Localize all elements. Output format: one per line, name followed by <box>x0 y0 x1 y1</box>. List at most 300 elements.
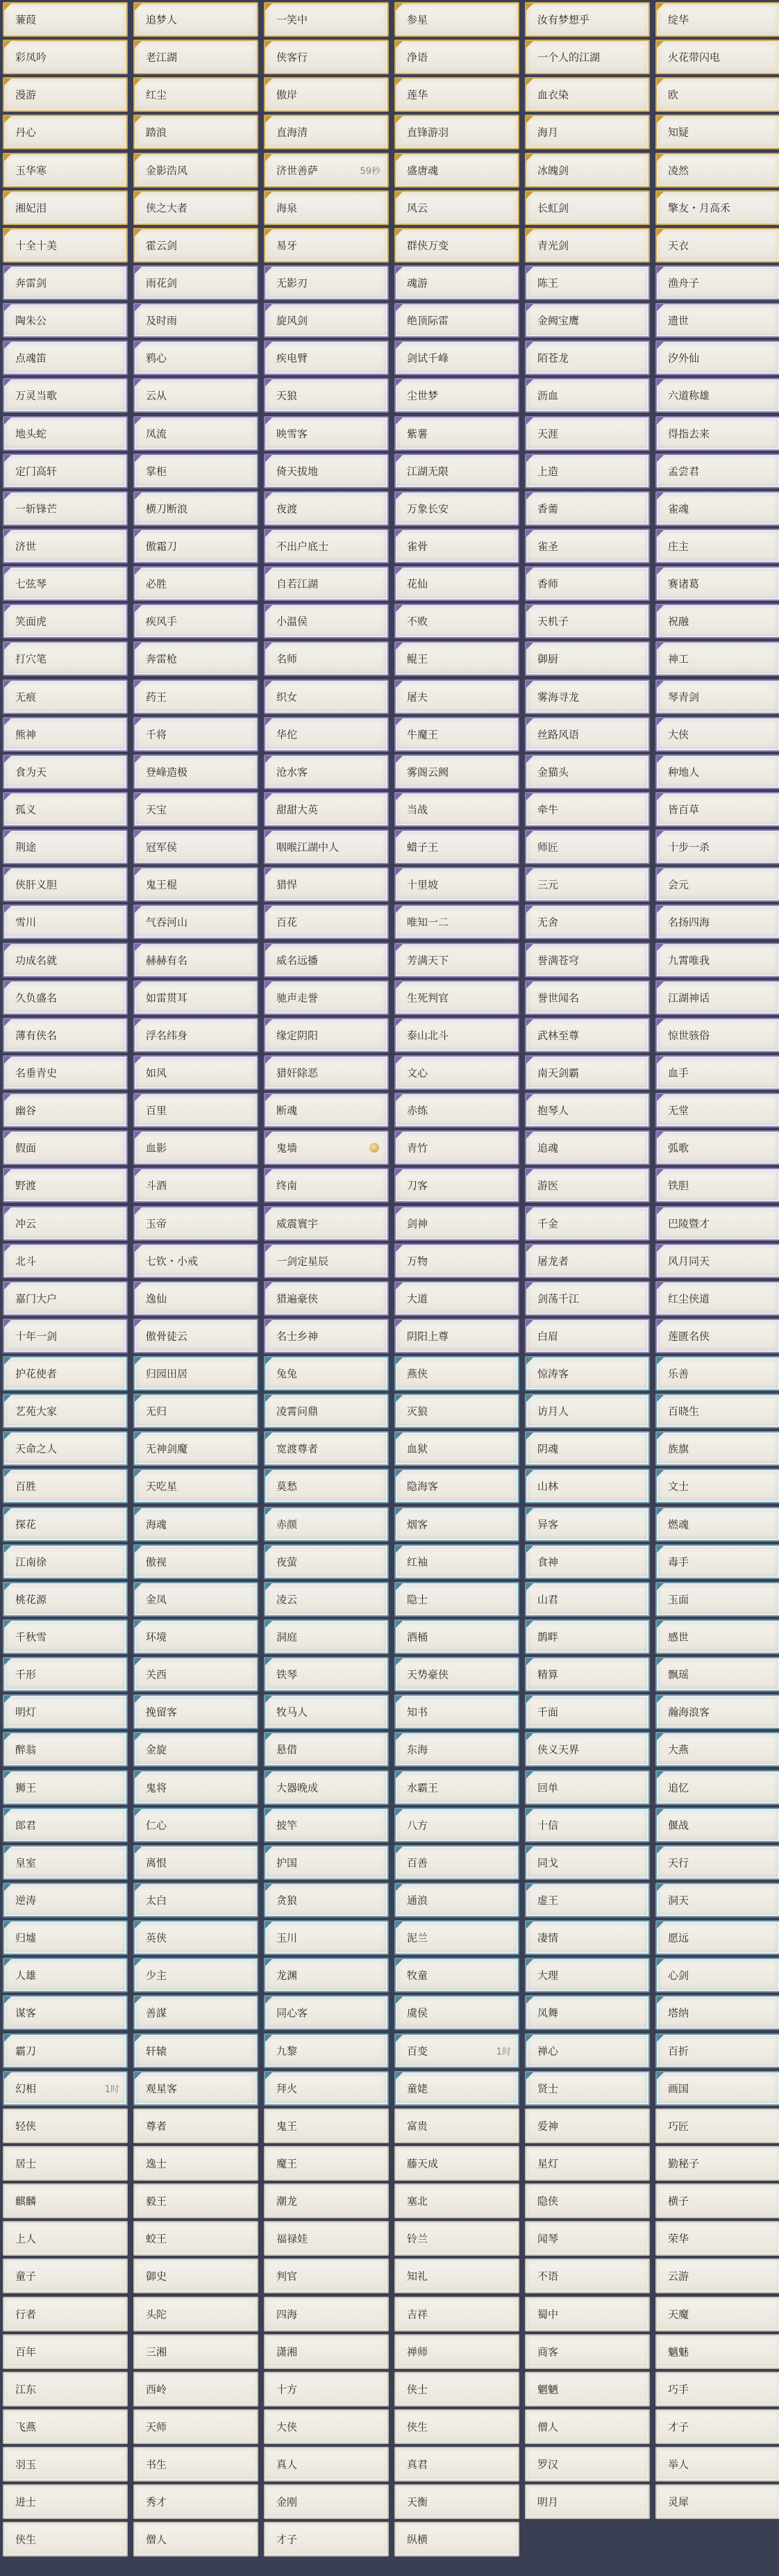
title-cell[interactable] <box>264 1958 389 1992</box>
title-cell[interactable] <box>394 1281 519 1316</box>
title-cell[interactable] <box>133 1770 258 1805</box>
title-cell[interactable] <box>3 1206 128 1241</box>
title-cell[interactable] <box>394 2372 519 2406</box>
title-cell[interactable] <box>525 1770 650 1805</box>
title-cell[interactable] <box>264 265 389 300</box>
title-cell[interactable] <box>394 228 519 263</box>
title-cell[interactable] <box>394 1657 519 1692</box>
title-cell[interactable] <box>525 1920 650 1955</box>
title-cell[interactable] <box>655 1657 779 1692</box>
title-cell[interactable] <box>525 829 650 864</box>
title-cell[interactable] <box>394 2297 519 2331</box>
title-cell[interactable] <box>394 1883 519 1917</box>
title-cell[interactable] <box>133 1619 258 1654</box>
title-cell[interactable] <box>525 1582 650 1617</box>
title-cell[interactable] <box>394 2334 519 2369</box>
title-cell[interactable] <box>133 529 258 563</box>
title-cell[interactable] <box>394 1431 519 1466</box>
title-cell[interactable] <box>655 1093 779 1128</box>
title-cell[interactable] <box>264 77 389 112</box>
title-cell[interactable] <box>525 1394 650 1428</box>
title-cell[interactable] <box>525 1093 650 1128</box>
title-cell[interactable] <box>264 190 389 225</box>
title-cell[interactable] <box>264 1995 389 2030</box>
title-cell[interactable] <box>525 980 650 1015</box>
title-cell[interactable] <box>655 2108 779 2143</box>
title-cell[interactable] <box>264 1657 389 1692</box>
title-cell[interactable] <box>264 2522 389 2557</box>
title-cell[interactable] <box>394 40 519 74</box>
title-cell[interactable] <box>264 491 389 526</box>
title-cell[interactable] <box>264 641 389 676</box>
title-cell[interactable] <box>655 679 779 714</box>
title-cell[interactable] <box>394 980 519 1015</box>
title-cell[interactable] <box>3 2033 128 2068</box>
title-cell[interactable] <box>133 1582 258 1617</box>
title-cell[interactable] <box>133 2334 258 2369</box>
title-cell[interactable] <box>525 2484 650 2519</box>
title-cell[interactable] <box>655 40 779 74</box>
title-cell[interactable] <box>133 416 258 451</box>
title-cell[interactable] <box>264 1845 389 1880</box>
title-cell[interactable] <box>264 2108 389 2143</box>
title-cell[interactable] <box>3 2409 128 2444</box>
title-cell[interactable] <box>655 2259 779 2293</box>
title-cell[interactable] <box>394 529 519 563</box>
title-cell[interactable] <box>133 1130 258 1165</box>
title-cell[interactable] <box>133 1808 258 1842</box>
title-cell[interactable] <box>3 303 128 338</box>
title-cell[interactable] <box>655 1958 779 1992</box>
title-cell[interactable] <box>525 566 650 601</box>
title-cell[interactable] <box>264 1883 389 1917</box>
title-cell[interactable] <box>133 2108 258 2143</box>
title-cell[interactable] <box>3 1770 128 1805</box>
title-cell[interactable] <box>525 340 650 375</box>
title-cell[interactable] <box>525 153 650 188</box>
title-cell[interactable] <box>394 1507 519 1542</box>
title-cell[interactable] <box>525 2297 650 2331</box>
title-cell[interactable] <box>133 2033 258 2068</box>
title-cell[interactable] <box>3 1319 128 1353</box>
title-cell[interactable] <box>655 303 779 338</box>
title-cell[interactable] <box>133 77 258 112</box>
title-cell[interactable] <box>3 228 128 263</box>
title-cell[interactable] <box>394 1394 519 1428</box>
title-cell[interactable] <box>655 566 779 601</box>
title-cell[interactable] <box>394 1055 519 1090</box>
title-cell[interactable] <box>525 943 650 977</box>
title-cell[interactable] <box>264 228 389 263</box>
title-cell[interactable] <box>525 1808 650 1842</box>
title-cell[interactable] <box>655 1469 779 1503</box>
title-cell[interactable] <box>3 40 128 74</box>
title-cell[interactable] <box>394 454 519 488</box>
title-cell[interactable] <box>264 604 389 638</box>
title-cell[interactable] <box>264 340 389 375</box>
title-cell[interactable] <box>264 943 389 977</box>
title-cell[interactable] <box>3 1920 128 1955</box>
title-cell[interactable] <box>525 1544 650 1579</box>
title-cell[interactable] <box>655 943 779 977</box>
title-cell[interactable] <box>394 1018 519 1052</box>
title-cell[interactable] <box>655 1244 779 1278</box>
title-cell[interactable] <box>3 792 128 827</box>
title-cell[interactable] <box>525 1958 650 1992</box>
title-cell[interactable] <box>655 1507 779 1542</box>
title-cell[interactable] <box>525 2259 650 2293</box>
title-cell[interactable] <box>655 829 779 864</box>
title-cell[interactable] <box>3 1018 128 1052</box>
title-cell[interactable] <box>525 40 650 74</box>
title-cell[interactable] <box>655 1883 779 1917</box>
title-cell[interactable] <box>655 2409 779 2444</box>
title-cell[interactable] <box>3 115 128 149</box>
title-cell[interactable] <box>655 2484 779 2519</box>
title-cell[interactable] <box>264 1244 389 1278</box>
title-cell[interactable] <box>264 115 389 149</box>
title-cell[interactable] <box>133 641 258 676</box>
title-cell[interactable] <box>525 2071 650 2106</box>
title-cell[interactable] <box>264 717 389 752</box>
title-cell[interactable] <box>133 1732 258 1767</box>
title-cell[interactable] <box>655 1582 779 1617</box>
title-cell[interactable] <box>394 1168 519 1203</box>
title-cell[interactable] <box>264 1920 389 1955</box>
title-cell[interactable] <box>3 1431 128 1466</box>
title-cell[interactable] <box>394 1958 519 1992</box>
title-cell[interactable] <box>655 2033 779 2068</box>
title-cell[interactable] <box>3 1582 128 1617</box>
title-cell[interactable] <box>133 679 258 714</box>
title-cell[interactable] <box>133 303 258 338</box>
title-cell[interactable] <box>3 265 128 300</box>
title-cell[interactable] <box>525 2146 650 2181</box>
title-cell[interactable] <box>525 1431 650 1466</box>
title-cell[interactable] <box>655 1920 779 1955</box>
title-cell[interactable] <box>525 1356 650 1391</box>
title-cell[interactable] <box>394 190 519 225</box>
title-cell[interactable] <box>655 378 779 413</box>
title-cell[interactable] <box>394 792 519 827</box>
title-cell[interactable] <box>394 303 519 338</box>
title-cell[interactable] <box>525 1732 650 1767</box>
title-cell[interactable] <box>525 2447 650 2482</box>
title-cell[interactable] <box>525 717 650 752</box>
title-cell[interactable] <box>133 40 258 74</box>
title-cell[interactable] <box>525 641 650 676</box>
title-cell[interactable] <box>133 153 258 188</box>
title-cell[interactable] <box>525 792 650 827</box>
title-cell[interactable] <box>264 153 389 188</box>
title-cell[interactable] <box>3 1394 128 1428</box>
title-cell[interactable] <box>655 641 779 676</box>
title-cell[interactable] <box>655 1018 779 1052</box>
title-cell[interactable] <box>133 454 258 488</box>
title-cell[interactable] <box>264 1770 389 1805</box>
title-cell[interactable] <box>655 980 779 1015</box>
title-cell[interactable] <box>264 2259 389 2293</box>
title-cell[interactable] <box>525 604 650 638</box>
title-cell[interactable] <box>655 416 779 451</box>
title-cell[interactable] <box>525 2108 650 2143</box>
title-cell[interactable] <box>133 1694 258 1729</box>
title-cell[interactable] <box>3 1507 128 1542</box>
title-cell[interactable] <box>655 1845 779 1880</box>
title-cell[interactable] <box>394 1808 519 1842</box>
title-cell[interactable] <box>525 867 650 902</box>
title-cell[interactable] <box>394 1469 519 1503</box>
title-cell[interactable] <box>3 1808 128 1842</box>
title-cell[interactable] <box>264 2183 389 2218</box>
title-cell[interactable] <box>3 1244 128 1278</box>
title-cell[interactable] <box>525 2334 650 2369</box>
title-cell[interactable] <box>3 867 128 902</box>
title-cell[interactable] <box>133 491 258 526</box>
title-cell[interactable] <box>394 2071 519 2106</box>
title-cell[interactable] <box>133 1018 258 1052</box>
title-cell[interactable] <box>394 416 519 451</box>
title-cell[interactable] <box>3 2484 128 2519</box>
title-cell[interactable] <box>394 1582 519 1617</box>
title-cell[interactable] <box>3 1093 128 1128</box>
title-cell[interactable] <box>3 1168 128 1203</box>
title-cell[interactable] <box>264 1544 389 1579</box>
title-cell[interactable] <box>3 1657 128 1692</box>
title-cell[interactable] <box>133 943 258 977</box>
title-cell[interactable] <box>264 1356 389 1391</box>
title-cell[interactable] <box>394 641 519 676</box>
title-cell[interactable] <box>525 1995 650 2030</box>
title-cell[interactable] <box>264 2221 389 2256</box>
title-cell[interactable] <box>655 491 779 526</box>
title-cell[interactable] <box>133 1394 258 1428</box>
title-cell[interactable] <box>264 2 389 37</box>
title-cell[interactable] <box>525 679 650 714</box>
title-cell[interactable] <box>3 153 128 188</box>
title-cell[interactable] <box>394 1130 519 1165</box>
title-cell[interactable] <box>655 265 779 300</box>
title-cell[interactable] <box>655 153 779 188</box>
title-cell[interactable] <box>394 1244 519 1278</box>
title-cell[interactable] <box>655 228 779 263</box>
title-cell[interactable] <box>264 1507 389 1542</box>
title-cell[interactable] <box>133 1544 258 1579</box>
title-cell[interactable] <box>133 2372 258 2406</box>
title-cell[interactable] <box>133 1093 258 1128</box>
title-cell[interactable] <box>264 1394 389 1428</box>
title-cell[interactable] <box>394 1995 519 2030</box>
title-cell[interactable] <box>525 1018 650 1052</box>
title-cell[interactable] <box>3 2108 128 2143</box>
title-cell[interactable] <box>655 754 779 789</box>
title-cell[interactable] <box>3 641 128 676</box>
title-cell[interactable] <box>525 529 650 563</box>
title-cell[interactable] <box>264 1319 389 1353</box>
title-cell[interactable] <box>655 1694 779 1729</box>
title-cell[interactable] <box>3 2 128 37</box>
title-cell[interactable] <box>133 980 258 1015</box>
title-cell[interactable] <box>394 77 519 112</box>
title-cell[interactable] <box>264 40 389 74</box>
title-cell[interactable] <box>264 1281 389 1316</box>
title-cell[interactable] <box>525 1507 650 1542</box>
title-cell[interactable] <box>3 2183 128 2218</box>
title-cell[interactable] <box>394 604 519 638</box>
title-cell[interactable] <box>525 1206 650 1241</box>
title-cell[interactable] <box>264 378 389 413</box>
title-cell[interactable] <box>133 905 258 939</box>
title-cell[interactable] <box>655 1168 779 1203</box>
title-cell[interactable] <box>133 115 258 149</box>
title-cell[interactable] <box>655 2 779 37</box>
title-cell[interactable] <box>133 1356 258 1391</box>
title-cell[interactable] <box>394 2033 519 2068</box>
title-cell[interactable] <box>525 905 650 939</box>
title-cell[interactable] <box>525 115 650 149</box>
title-cell[interactable] <box>394 378 519 413</box>
title-cell[interactable] <box>133 829 258 864</box>
title-cell[interactable] <box>655 1431 779 1466</box>
title-cell[interactable] <box>3 2071 128 2106</box>
title-cell[interactable] <box>525 1319 650 1353</box>
title-cell[interactable] <box>394 265 519 300</box>
title-cell[interactable] <box>264 980 389 1015</box>
title-cell[interactable] <box>264 1694 389 1729</box>
title-cell[interactable] <box>525 454 650 488</box>
title-cell[interactable] <box>394 2447 519 2482</box>
title-cell[interactable] <box>264 2409 389 2444</box>
title-cell[interactable] <box>394 1356 519 1391</box>
title-cell[interactable] <box>133 1469 258 1503</box>
title-cell[interactable] <box>133 2071 258 2106</box>
title-cell[interactable] <box>525 228 650 263</box>
title-cell[interactable] <box>264 2297 389 2331</box>
title-cell[interactable] <box>655 454 779 488</box>
title-cell[interactable] <box>525 77 650 112</box>
title-cell[interactable] <box>394 1732 519 1767</box>
title-cell[interactable] <box>394 943 519 977</box>
title-cell[interactable] <box>3 1130 128 1165</box>
title-cell[interactable] <box>264 1055 389 1090</box>
title-cell[interactable] <box>264 2334 389 2369</box>
title-cell[interactable] <box>394 1770 519 1805</box>
title-cell[interactable] <box>525 491 650 526</box>
title-cell[interactable] <box>525 190 650 225</box>
title-cell[interactable] <box>655 1995 779 2030</box>
title-cell[interactable] <box>655 905 779 939</box>
title-cell[interactable] <box>394 867 519 902</box>
title-cell[interactable] <box>133 754 258 789</box>
title-cell[interactable] <box>394 2146 519 2181</box>
title-cell[interactable] <box>133 228 258 263</box>
title-cell[interactable] <box>3 1694 128 1729</box>
title-cell[interactable] <box>525 2 650 37</box>
title-cell[interactable] <box>133 1657 258 1692</box>
title-cell[interactable] <box>3 529 128 563</box>
title-cell[interactable] <box>264 1130 389 1165</box>
title-cell[interactable] <box>655 792 779 827</box>
title-cell[interactable] <box>3 604 128 638</box>
title-cell[interactable] <box>655 1206 779 1241</box>
title-cell[interactable] <box>133 2447 258 2482</box>
title-cell[interactable] <box>394 340 519 375</box>
title-cell[interactable] <box>525 2409 650 2444</box>
title-cell[interactable] <box>3 905 128 939</box>
title-cell[interactable] <box>655 2221 779 2256</box>
title-cell[interactable] <box>525 303 650 338</box>
title-cell[interactable] <box>3 1619 128 1654</box>
title-cell[interactable] <box>655 717 779 752</box>
title-cell[interactable] <box>133 1431 258 1466</box>
title-cell[interactable] <box>525 1619 650 1654</box>
title-cell[interactable] <box>394 1093 519 1128</box>
title-cell[interactable] <box>264 1093 389 1128</box>
title-cell[interactable] <box>3 491 128 526</box>
title-cell[interactable] <box>3 416 128 451</box>
title-cell[interactable] <box>3 1958 128 1992</box>
title-cell[interactable] <box>264 754 389 789</box>
title-cell[interactable] <box>655 2372 779 2406</box>
title-cell[interactable] <box>264 1469 389 1503</box>
title-cell[interactable] <box>264 416 389 451</box>
title-cell[interactable] <box>394 491 519 526</box>
title-cell[interactable] <box>133 2484 258 2519</box>
title-cell[interactable] <box>133 604 258 638</box>
title-cell[interactable] <box>655 1356 779 1391</box>
title-cell[interactable] <box>264 1732 389 1767</box>
title-cell[interactable] <box>133 2409 258 2444</box>
title-cell[interactable] <box>394 679 519 714</box>
title-cell[interactable] <box>133 265 258 300</box>
title-cell[interactable] <box>525 1845 650 1880</box>
title-cell[interactable] <box>133 1507 258 1542</box>
title-cell[interactable] <box>655 1130 779 1165</box>
title-cell[interactable] <box>3 980 128 1015</box>
title-cell[interactable] <box>264 1808 389 1842</box>
title-cell[interactable] <box>525 754 650 789</box>
title-cell[interactable] <box>655 1319 779 1353</box>
title-cell[interactable] <box>394 1694 519 1729</box>
title-cell[interactable] <box>3 829 128 864</box>
title-cell[interactable] <box>525 1130 650 1165</box>
title-cell[interactable] <box>264 1018 389 1052</box>
title-cell[interactable] <box>525 1694 650 1729</box>
title-cell[interactable] <box>133 1281 258 1316</box>
title-cell[interactable] <box>394 1544 519 1579</box>
title-cell[interactable] <box>394 153 519 188</box>
title-cell[interactable] <box>525 2221 650 2256</box>
title-cell[interactable] <box>264 303 389 338</box>
title-cell[interactable] <box>394 115 519 149</box>
title-cell[interactable] <box>655 340 779 375</box>
title-cell[interactable] <box>133 2259 258 2293</box>
title-cell[interactable] <box>525 1469 650 1503</box>
title-cell[interactable] <box>394 2 519 37</box>
title-cell[interactable] <box>264 2146 389 2181</box>
title-cell[interactable] <box>3 1732 128 1767</box>
title-cell[interactable] <box>525 1168 650 1203</box>
title-cell[interactable] <box>655 867 779 902</box>
title-cell[interactable] <box>133 1319 258 1353</box>
title-cell[interactable] <box>133 340 258 375</box>
title-cell[interactable] <box>133 1845 258 1880</box>
title-cell[interactable] <box>133 1168 258 1203</box>
title-cell[interactable] <box>133 867 258 902</box>
title-cell[interactable] <box>133 2183 258 2218</box>
title-cell[interactable] <box>3 1469 128 1503</box>
title-cell[interactable] <box>525 265 650 300</box>
